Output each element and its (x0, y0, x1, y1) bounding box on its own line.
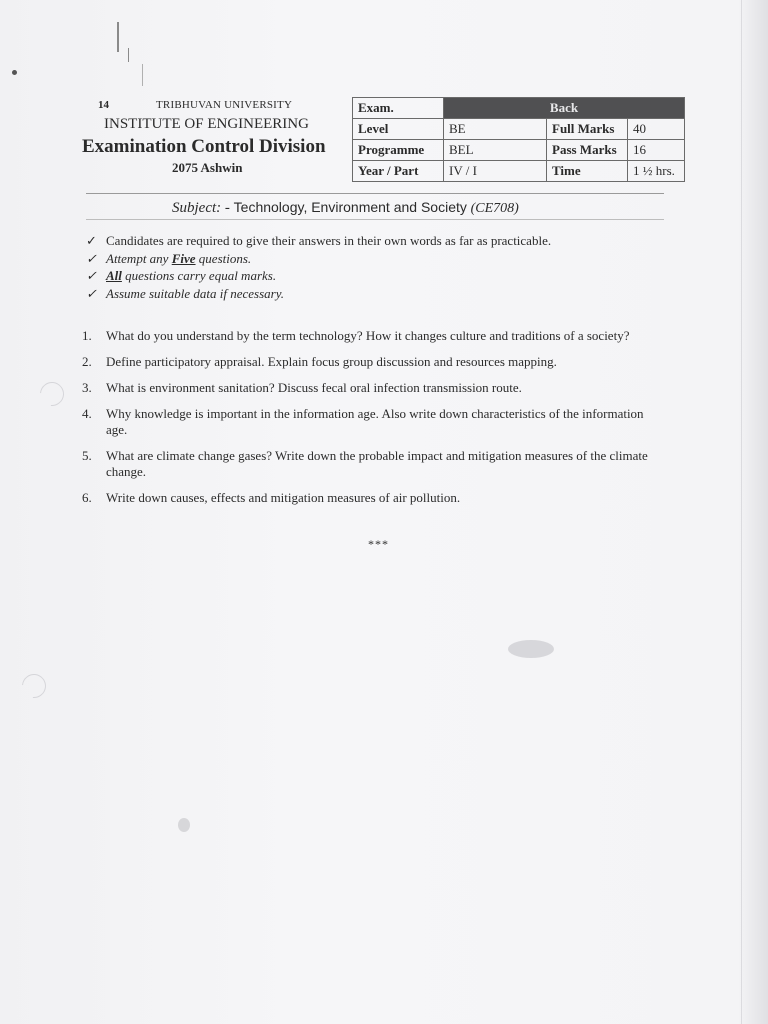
subject-line (172, 199, 519, 217)
pass-marks-label: Pass Marks (547, 140, 628, 161)
level-value: BE (444, 119, 547, 140)
question-item (82, 328, 662, 344)
checkmark-icon: ✓ (86, 250, 97, 266)
end-of-paper-mark: *** (368, 537, 389, 551)
question-text: What are climate change gases? Write down the probable impact and mitigation measures of the climate change. (106, 448, 648, 479)
subject-code: (CE708) (470, 201, 519, 216)
subject-title: Technology, Environment and Society (233, 199, 467, 215)
divider (86, 193, 664, 194)
instructions-list (86, 232, 551, 302)
time-label: Time (547, 161, 628, 182)
scan-mark (128, 48, 129, 62)
exam-type-value: Back (444, 98, 685, 119)
full-marks-value: 40 (628, 119, 685, 140)
divider (86, 219, 664, 220)
list-item (86, 250, 551, 268)
full-marks-label: Full Marks (547, 119, 628, 140)
question-number: 1. (82, 328, 92, 343)
paper-edge-shadow (738, 0, 768, 1024)
question-text: Why knowledge is important in the information age. Also write down characteristics of the information age. (106, 406, 644, 437)
punch-hole (17, 669, 51, 703)
exam-session: 2075 Ashwin (172, 160, 243, 175)
subject-label: Subject: (172, 200, 222, 216)
question-text: Write down causes, effects and mitigation measures of air pollution. (106, 490, 461, 505)
instruction-text: questions. (195, 250, 252, 266)
time-value: 1 ½ hrs. (628, 161, 685, 182)
exam-info-table (352, 97, 685, 182)
instruction-text: Attempt any (106, 250, 172, 266)
pass-marks-value: 16 (628, 140, 685, 161)
division-name: Examination Control Division (82, 136, 326, 157)
question-number: 3. (82, 380, 92, 395)
question-number: 5. (82, 448, 92, 463)
question-number: 4. (82, 406, 92, 421)
punch-hole (35, 377, 69, 411)
list-item (86, 285, 551, 303)
question-item (82, 490, 662, 506)
question-text: What is environment sanitation? Discuss fecal oral infection transmission route. (106, 380, 522, 395)
question-item (82, 448, 662, 480)
checkmark-icon: ✓ (86, 285, 97, 301)
year-part-label: Year / Part (353, 161, 444, 182)
question-text: What do you understand by the term technology? How it changes culture and traditions of a society? (106, 328, 630, 343)
table-row (353, 98, 685, 119)
question-number: 6. (82, 490, 92, 505)
scan-mark (117, 22, 119, 52)
level-label: Level (353, 119, 444, 140)
instruction-emphasis: All (106, 268, 122, 283)
list-item (86, 232, 551, 250)
list-item (86, 267, 551, 285)
university-name: TRIBHUVAN UNIVERSITY (156, 99, 293, 111)
checkmark-icon: ✓ (86, 268, 97, 283)
question-text: Define participatory appraisal. Explain focus group discussion and resources mapping. (106, 354, 557, 369)
instruction-text: questions carry equal marks. (121, 268, 277, 283)
smudge (178, 818, 190, 832)
scan-mark (142, 64, 143, 86)
exam-label: Exam. (353, 98, 444, 119)
question-item (82, 354, 662, 370)
table-row (353, 119, 685, 140)
programme-label: Programme (353, 140, 444, 161)
instruction-emphasis: Five (171, 250, 196, 266)
questions-list (82, 328, 662, 516)
question-item (82, 380, 662, 396)
subject-dash: - (224, 200, 230, 216)
scan-dot (12, 70, 17, 75)
paper-serial-number: 14 (98, 99, 109, 111)
table-row (353, 140, 685, 161)
institute-name: INSTITUTE OF ENGINEERING (104, 116, 309, 132)
question-number: 2. (82, 354, 92, 369)
instruction-text: Assume suitable data if necessary. (106, 285, 285, 301)
checkmark-icon: ✓ (86, 233, 97, 248)
smudge (508, 640, 554, 658)
table-row (353, 161, 685, 182)
instruction-text: Candidates are required to give their answers in their own words as far as practicable. (106, 233, 552, 248)
year-part-value: IV / I (444, 161, 547, 182)
programme-value: BEL (444, 140, 547, 161)
question-item (82, 406, 662, 438)
